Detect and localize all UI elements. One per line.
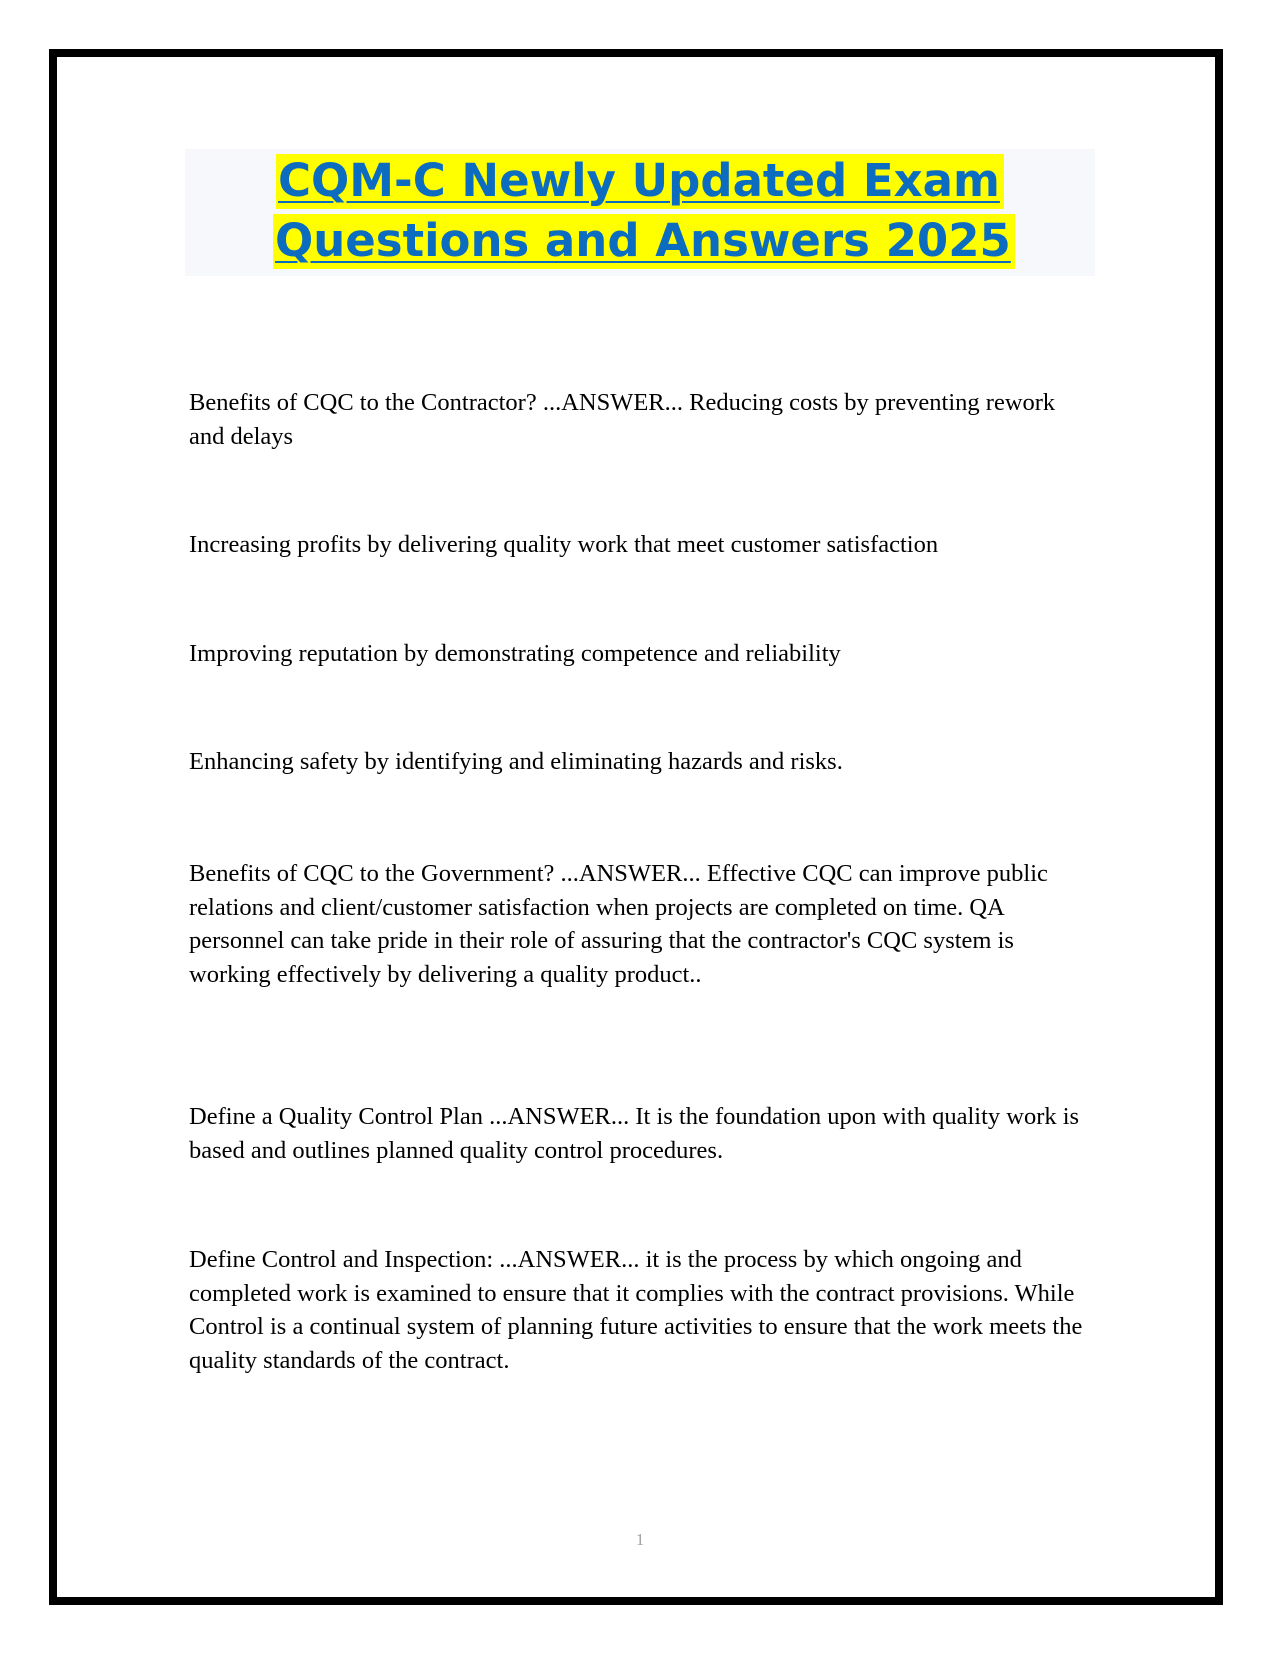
qa-paragraph-contractor-benefits: Benefits of CQC to the Contractor? ...ANSWER... Reducing costs by preventing rework and delays <box>189 389 1056 450</box>
title-line-2-text: Questions and Answers 2025 <box>273 214 1015 269</box>
qa-paragraph-control-and-inspection: Define Control and Inspection: ...ANSWER... it is the process by which ongoing and completed work is examined to ensure that it complies with the contract provisions. While Control is a continual system of planning future activities to ensure that the work meets the quality standards of the contract. <box>189 1246 1083 1374</box>
page-number: 1 <box>635 1530 645 1549</box>
qa-paragraph-government-benefits: Benefits of CQC to the Government? ...ANSWER... Effective CQC can improve public relations and client/customer satisfaction when projects are completed on time. QA personnel can take pride in their role of assuring that the contractor's CQC system is working effectively by delivering a quality product.. <box>189 860 1048 988</box>
qa-paragraph-increasing-profits: Increasing profits by delivering quality work that meet customer satisfaction <box>189 531 939 558</box>
document-title-line-2 <box>273 212 1015 270</box>
qa-paragraph-quality-control-plan: Define a Quality Control Plan ...ANSWER... It is the foundation upon with quality work is based and outlines planned quality control procedures. <box>189 1103 1080 1164</box>
title-line-1-text: CQM-C Newly Updated Exam <box>276 154 1004 209</box>
qa-paragraph-enhancing-safety: Enhancing safety by identifying and eliminating hazards and risks. <box>189 748 843 775</box>
document-title-line-1 <box>276 152 1004 210</box>
qa-paragraph-improving-reputation: Improving reputation by demonstrating competence and reliability <box>189 640 841 667</box>
